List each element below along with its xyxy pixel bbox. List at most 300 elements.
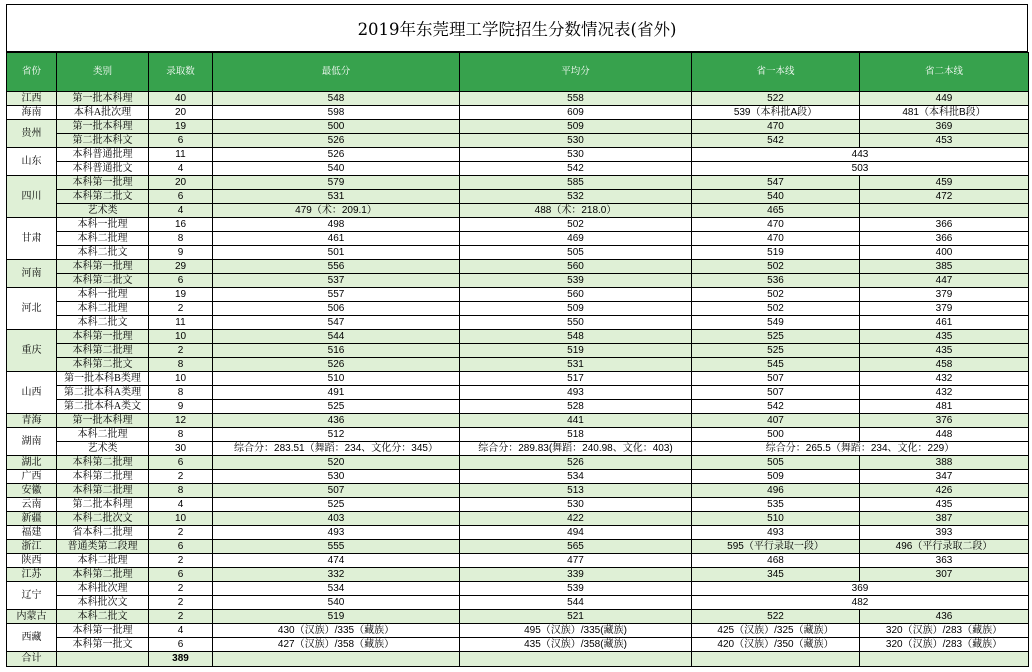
province-cell: 湖北 (7, 456, 57, 470)
tier2-line-cell: 347 (860, 470, 1029, 484)
avg-score-cell: 534 (460, 470, 692, 484)
table-row (7, 120, 1029, 134)
sheet-title: 2019年东莞理工学院招生分数情况表(省外) (6, 4, 1028, 52)
admitted-count-cell: 9 (149, 400, 213, 414)
table-row (7, 526, 1029, 540)
admitted-count-cell: 2 (149, 470, 213, 484)
min-score-cell: 综合分：283.51（舞蹈：234、文化分：345） (213, 442, 460, 456)
spacer-cell (213, 652, 460, 667)
tier2-line-cell: 376 (860, 414, 1029, 428)
avg-score-cell: 521 (460, 610, 692, 624)
tier1-line-cell: 505 (692, 456, 860, 470)
tier2-line-cell: 496（平行录取二段） (860, 540, 1029, 554)
avg-score-cell: 518 (460, 428, 692, 442)
category-cell: 艺术类 (57, 442, 149, 456)
min-score-cell: 519 (213, 610, 460, 624)
table-row (7, 624, 1029, 638)
table-row (7, 540, 1029, 554)
province-cell: 海南 (7, 106, 57, 120)
min-score-cell: 540 (213, 596, 460, 610)
province-cell: 贵州 (7, 120, 57, 148)
tier1-line-cell: 493 (692, 526, 860, 540)
admitted-count-cell: 8 (149, 484, 213, 498)
table-row (7, 456, 1029, 470)
tier2-line-cell: 369 (860, 120, 1029, 134)
spacer-cell (860, 652, 1029, 667)
admitted-count-cell: 19 (149, 120, 213, 134)
tier1-line-cell: 465 (692, 204, 860, 218)
avg-score-cell: 488（术：218.0） (460, 204, 692, 218)
avg-score-cell: 513 (460, 484, 692, 498)
min-score-cell: 403 (213, 512, 460, 526)
category-cell: 本科一批理 (57, 288, 149, 302)
admitted-count-cell: 40 (149, 92, 213, 106)
tier2-line-cell: 435 (860, 330, 1029, 344)
table-row (7, 162, 1029, 176)
table-row (7, 554, 1029, 568)
admitted-count-cell: 8 (149, 232, 213, 246)
avg-score-cell: 609 (460, 106, 692, 120)
min-score-cell: 520 (213, 456, 460, 470)
tier1-line-cell: 500 (692, 428, 860, 442)
score-table (6, 52, 1029, 667)
min-score-cell: 547 (213, 316, 460, 330)
tier1-line-cell: 547 (692, 176, 860, 190)
admitted-count-cell: 4 (149, 162, 213, 176)
province-cell: 河南 (7, 260, 57, 288)
avg-score-cell: 494 (460, 526, 692, 540)
category-cell: 本科二批次文 (57, 512, 149, 526)
tier1-line-cell: 535 (692, 498, 860, 512)
table-row (7, 372, 1029, 386)
table-row (7, 498, 1029, 512)
tier2-line-cell: 388 (860, 456, 1029, 470)
avg-score-cell: 493 (460, 386, 692, 400)
admitted-count-cell: 10 (149, 512, 213, 526)
province-cell: 福建 (7, 526, 57, 540)
min-score-cell: 430（汉族）/335（藏族） (213, 624, 460, 638)
avg-score-cell: 585 (460, 176, 692, 190)
spacer-cell (692, 652, 860, 667)
merged-line-cell: 443 (692, 148, 1029, 162)
tier1-line-cell: 549 (692, 316, 860, 330)
province-cell: 广西 (7, 470, 57, 484)
province-cell: 安徽 (7, 484, 57, 498)
min-score-cell: 427（汉族）/358（藏族） (213, 638, 460, 652)
tier2-line-cell: 320（汉族）/283（藏族） (860, 638, 1029, 652)
tier1-line-cell: 525 (692, 330, 860, 344)
tier2-line-cell: 379 (860, 288, 1029, 302)
table-row (7, 106, 1029, 120)
min-score-cell: 436 (213, 414, 460, 428)
avg-score-cell: 542 (460, 162, 692, 176)
tier2-line-cell: 366 (860, 218, 1029, 232)
tier2-line-cell: 448 (860, 428, 1029, 442)
category-cell: 第二批本科A类理 (57, 386, 149, 400)
table-row (7, 134, 1029, 148)
tier2-line-cell: 400 (860, 246, 1029, 260)
header-province: 省份 (7, 53, 57, 92)
min-score-cell: 491 (213, 386, 460, 400)
table-row (7, 358, 1029, 372)
header-tier1-line: 省一本线 (692, 53, 860, 92)
tier2-line-cell: 435 (860, 498, 1029, 512)
category-cell: 本科第二批理 (57, 344, 149, 358)
avg-score-cell: 530 (460, 498, 692, 512)
category-cell: 本科A批次理 (57, 106, 149, 120)
avg-score-cell: 560 (460, 288, 692, 302)
province-cell: 青海 (7, 414, 57, 428)
avg-score-cell: 565 (460, 540, 692, 554)
table-row (7, 442, 1029, 456)
min-score-cell: 531 (213, 190, 460, 204)
tier1-line-cell: 525 (692, 344, 860, 358)
category-cell: 本科二批文 (57, 610, 149, 624)
table-row (7, 386, 1029, 400)
tier2-line-cell: 459 (860, 176, 1029, 190)
total-row (7, 652, 1029, 667)
min-score-cell: 530 (213, 470, 460, 484)
admitted-count-cell: 2 (149, 610, 213, 624)
province-cell: 四川 (7, 176, 57, 218)
tier2-line-cell: 426 (860, 484, 1029, 498)
tier1-line-cell: 470 (692, 218, 860, 232)
min-score-cell: 500 (213, 120, 460, 134)
min-score-cell: 548 (213, 92, 460, 106)
avg-score-cell: 517 (460, 372, 692, 386)
tier1-line-cell: 545 (692, 358, 860, 372)
tier1-line-cell: 470 (692, 120, 860, 134)
tier1-line-cell: 468 (692, 554, 860, 568)
category-cell: 第二批本科理 (57, 498, 149, 512)
table-row (7, 400, 1029, 414)
table-row (7, 302, 1029, 316)
admitted-count-cell: 6 (149, 540, 213, 554)
avg-score-cell: 505 (460, 246, 692, 260)
category-cell: 本科批次文 (57, 596, 149, 610)
category-cell: 第二批本科文 (57, 134, 149, 148)
min-score-cell: 498 (213, 218, 460, 232)
avg-score-cell: 539 (460, 274, 692, 288)
min-score-cell: 556 (213, 260, 460, 274)
total-label: 合计 (7, 652, 57, 667)
tier1-line-cell: 420（汉族）/350（藏族） (692, 638, 860, 652)
tier2-line-cell: 432 (860, 386, 1029, 400)
province-cell: 内蒙古 (7, 610, 57, 624)
table-row (7, 330, 1029, 344)
tier1-line-cell: 540 (692, 190, 860, 204)
table-row (7, 582, 1029, 596)
category-cell: 第一批本科理 (57, 92, 149, 106)
table-row (7, 484, 1029, 498)
header-admitted: 录取数 (149, 53, 213, 92)
admitted-count-cell: 16 (149, 218, 213, 232)
category-cell: 本科第二批理 (57, 484, 149, 498)
admitted-count-cell: 4 (149, 204, 213, 218)
min-score-cell: 525 (213, 498, 460, 512)
category-cell: 本科第二批理 (57, 456, 149, 470)
category-cell: 艺术类 (57, 204, 149, 218)
tier1-line-cell: 510 (692, 512, 860, 526)
tier1-line-cell: 542 (692, 400, 860, 414)
min-score-cell: 598 (213, 106, 460, 120)
admitted-count-cell: 11 (149, 316, 213, 330)
tier1-line-cell: 345 (692, 568, 860, 582)
min-score-cell: 526 (213, 134, 460, 148)
tier1-line-cell: 509 (692, 470, 860, 484)
province-cell: 山东 (7, 148, 57, 176)
tier2-line-cell: 481 (860, 400, 1029, 414)
province-cell: 湖南 (7, 428, 57, 456)
province-cell: 重庆 (7, 330, 57, 372)
avg-score-cell: 502 (460, 218, 692, 232)
province-cell: 浙江 (7, 540, 57, 554)
min-score-cell: 507 (213, 484, 460, 498)
category-cell: 本科第一批理 (57, 260, 149, 274)
merged-line-cell: 482 (692, 596, 1029, 610)
province-cell: 陕西 (7, 554, 57, 568)
province-cell: 甘肃 (7, 218, 57, 260)
admitted-count-cell: 2 (149, 344, 213, 358)
admitted-count-cell: 2 (149, 582, 213, 596)
avg-score-cell: 526 (460, 456, 692, 470)
tier1-line-cell: 407 (692, 414, 860, 428)
tier1-line-cell: 425（汉族）/325（藏族） (692, 624, 860, 638)
table-row (7, 246, 1029, 260)
spacer-cell (460, 652, 692, 667)
min-score-cell: 579 (213, 176, 460, 190)
tier1-line-cell: 536 (692, 274, 860, 288)
admitted-count-cell: 30 (149, 442, 213, 456)
table-row (7, 568, 1029, 582)
total-value: 389 (149, 652, 213, 667)
avg-score-cell: 532 (460, 190, 692, 204)
tier2-line-cell: 379 (860, 302, 1029, 316)
admitted-count-cell: 20 (149, 176, 213, 190)
tier1-line-cell: 519 (692, 246, 860, 260)
tier1-line-cell: 542 (692, 134, 860, 148)
table-row (7, 596, 1029, 610)
category-cell: 本科批次理 (57, 582, 149, 596)
min-score-cell: 534 (213, 582, 460, 596)
table-row (7, 414, 1029, 428)
avg-score-cell: 530 (460, 134, 692, 148)
min-score-cell: 461 (213, 232, 460, 246)
min-score-cell: 555 (213, 540, 460, 554)
admitted-count-cell: 19 (149, 288, 213, 302)
tier1-line-cell: 595（平行录取一段） (692, 540, 860, 554)
table-row (7, 232, 1029, 246)
tier1-line-cell: 502 (692, 260, 860, 274)
admitted-count-cell: 6 (149, 190, 213, 204)
table-row (7, 218, 1029, 232)
min-score-cell: 479（术：209.1） (213, 204, 460, 218)
min-score-cell: 512 (213, 428, 460, 442)
min-score-cell: 540 (213, 162, 460, 176)
avg-score-cell: 539 (460, 582, 692, 596)
admitted-count-cell: 2 (149, 596, 213, 610)
admitted-count-cell: 4 (149, 624, 213, 638)
avg-score-cell: 339 (460, 568, 692, 582)
table-row (7, 190, 1029, 204)
min-score-cell: 506 (213, 302, 460, 316)
category-cell: 第二批本科A类文 (57, 400, 149, 414)
min-score-cell: 526 (213, 358, 460, 372)
category-cell: 本科第二批文 (57, 274, 149, 288)
category-cell: 本科第二批文 (57, 358, 149, 372)
avg-score-cell: 495（汉族）/335(藏族) (460, 624, 692, 638)
tier2-line-cell: 363 (860, 554, 1029, 568)
admitted-count-cell: 6 (149, 638, 213, 652)
tier2-line-cell: 436 (860, 610, 1029, 624)
avg-score-cell: 435（汉族）/358(藏族) (460, 638, 692, 652)
tier2-line-cell: 481（本科批B段） (860, 106, 1029, 120)
merged-line-cell: 369 (692, 582, 1029, 596)
header-avg-score: 平均分 (460, 53, 692, 92)
tier1-line-cell: 539（本科批A段） (692, 106, 860, 120)
table-row (7, 610, 1029, 624)
category-cell: 第一批本科B类理 (57, 372, 149, 386)
tier1-line-cell: 507 (692, 386, 860, 400)
admitted-count-cell: 2 (149, 554, 213, 568)
admitted-count-cell: 2 (149, 302, 213, 316)
category-cell: 本科二批文 (57, 246, 149, 260)
avg-score-cell: 530 (460, 148, 692, 162)
category-cell: 普通类第二段理 (57, 540, 149, 554)
avg-score-cell: 544 (460, 596, 692, 610)
min-score-cell: 526 (213, 148, 460, 162)
category-cell: 第一批本科理 (57, 120, 149, 134)
score-sheet (6, 4, 1028, 667)
category-cell: 本科第一批理 (57, 176, 149, 190)
avg-score-cell: 441 (460, 414, 692, 428)
category-cell: 本科二批文 (57, 316, 149, 330)
table-row (7, 470, 1029, 484)
table-row (7, 176, 1029, 190)
table-row (7, 428, 1029, 442)
province-cell: 江苏 (7, 568, 57, 582)
avg-score-cell: 528 (460, 400, 692, 414)
avg-score-cell: 477 (460, 554, 692, 568)
tier2-line-cell: 432 (860, 372, 1029, 386)
admitted-count-cell: 2 (149, 526, 213, 540)
admitted-count-cell: 8 (149, 386, 213, 400)
avg-score-cell: 558 (460, 92, 692, 106)
table-row (7, 92, 1029, 106)
min-score-cell: 510 (213, 372, 460, 386)
category-cell: 第一批本科理 (57, 414, 149, 428)
admitted-count-cell: 6 (149, 456, 213, 470)
tier2-line-cell: 320（汉族）/283（藏族） (860, 624, 1029, 638)
table-row (7, 148, 1029, 162)
table-row (7, 344, 1029, 358)
category-cell: 本科二批理 (57, 428, 149, 442)
admitted-count-cell: 6 (149, 568, 213, 582)
tier2-line-cell (860, 204, 1029, 218)
min-score-cell: 516 (213, 344, 460, 358)
tier1-line-cell: 502 (692, 288, 860, 302)
avg-score-cell: 550 (460, 316, 692, 330)
tier2-line-cell: 472 (860, 190, 1029, 204)
tier2-line-cell: 447 (860, 274, 1029, 288)
admitted-count-cell: 9 (149, 246, 213, 260)
admitted-count-cell: 12 (149, 414, 213, 428)
tier2-line-cell: 366 (860, 232, 1029, 246)
admitted-count-cell: 20 (149, 106, 213, 120)
admitted-count-cell: 10 (149, 330, 213, 344)
category-cell: 本科二批理 (57, 232, 149, 246)
header-tier2-line: 省二本线 (860, 53, 1029, 92)
category-cell: 本科一批理 (57, 218, 149, 232)
province-cell: 山西 (7, 372, 57, 414)
table-row (7, 512, 1029, 526)
tier1-line-cell: 522 (692, 610, 860, 624)
tier2-line-cell: 461 (860, 316, 1029, 330)
avg-score-cell: 469 (460, 232, 692, 246)
avg-score-cell: 422 (460, 512, 692, 526)
tier2-line-cell: 458 (860, 358, 1029, 372)
merged-line-cell: 503 (692, 162, 1029, 176)
tier2-line-cell: 449 (860, 92, 1029, 106)
table-row (7, 316, 1029, 330)
admitted-count-cell: 10 (149, 372, 213, 386)
tier1-line-cell: 496 (692, 484, 860, 498)
category-cell: 本科普通批文 (57, 162, 149, 176)
avg-score-cell: 综合分：289.83(舞蹈：240.98、文化：403) (460, 442, 692, 456)
province-cell: 辽宁 (7, 582, 57, 610)
tier2-line-cell: 387 (860, 512, 1029, 526)
table-row (7, 204, 1029, 218)
tier2-line-cell: 307 (860, 568, 1029, 582)
category-cell: 本科第二批理 (57, 568, 149, 582)
table-row (7, 260, 1029, 274)
header-min-score: 最低分 (213, 53, 460, 92)
province-cell: 河北 (7, 288, 57, 330)
min-score-cell: 537 (213, 274, 460, 288)
header-row (7, 53, 1029, 92)
avg-score-cell: 509 (460, 120, 692, 134)
category-cell: 本科第一批文 (57, 638, 149, 652)
tier2-line-cell: 435 (860, 344, 1029, 358)
category-cell: 本科二批理 (57, 554, 149, 568)
min-score-cell: 332 (213, 568, 460, 582)
tier1-line-cell: 522 (692, 92, 860, 106)
min-score-cell: 493 (213, 526, 460, 540)
admitted-count-cell: 6 (149, 134, 213, 148)
avg-score-cell: 509 (460, 302, 692, 316)
spacer-cell (57, 652, 149, 667)
category-cell: 本科第一批理 (57, 330, 149, 344)
min-score-cell: 557 (213, 288, 460, 302)
min-score-cell: 474 (213, 554, 460, 568)
table-row (7, 274, 1029, 288)
admitted-count-cell: 6 (149, 274, 213, 288)
avg-score-cell: 548 (460, 330, 692, 344)
tier2-line-cell: 453 (860, 134, 1029, 148)
province-cell: 西藏 (7, 624, 57, 652)
min-score-cell: 544 (213, 330, 460, 344)
category-cell: 本科普通批理 (57, 148, 149, 162)
tier2-line-cell: 385 (860, 260, 1029, 274)
category-cell: 本科二批理 (57, 302, 149, 316)
province-cell: 江西 (7, 92, 57, 106)
province-cell: 新疆 (7, 512, 57, 526)
tier1-line-cell: 502 (692, 302, 860, 316)
category-cell: 本科第一批理 (57, 624, 149, 638)
avg-score-cell: 519 (460, 344, 692, 358)
admitted-count-cell: 29 (149, 260, 213, 274)
category-cell: 本科第二批理 (57, 470, 149, 484)
